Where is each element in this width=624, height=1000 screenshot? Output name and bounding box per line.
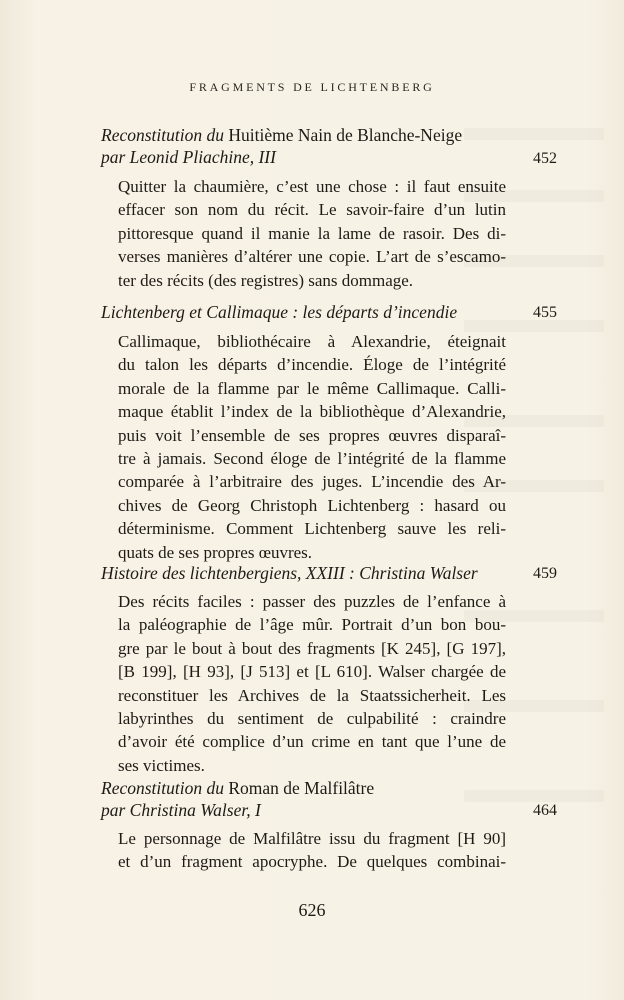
summary-line: et d’un fragment apocryphe. De quelques combinai- xyxy=(118,852,506,872)
summary-line: Le personnage de Malfilâtre issu du fragment [H 90] xyxy=(118,829,506,848)
entry-summary xyxy=(118,175,506,292)
running-head: FRAGMENTS DE LICHTENBERG xyxy=(189,80,435,94)
entry-title-italic: Histoire des lichtenbergiens, XXIII : Christina Walser xyxy=(101,563,478,583)
summary-line: Des récits faciles : passer des puzzles de l’enfance à xyxy=(118,592,506,611)
summary-line: verses manières d’altérer une copie. L’art de s’escamo- xyxy=(118,247,506,267)
summary-line: ses victimes. xyxy=(118,755,205,775)
summary-line: ter des récits (des registres) sans dommage. xyxy=(118,270,414,290)
entry-title-roman: Huitième Nain de Blanche-Neige xyxy=(223,125,463,145)
summary-line: la paléographie de l’âge mûr. Portrait d’un bon bou- xyxy=(118,615,506,635)
summary-line: pittoresque quand il manie la lame de rasoir. Des di- xyxy=(118,223,506,243)
summary-line: morale de la flamme par le même Callimaque. Calli- xyxy=(118,378,506,398)
summary-line: Callimaque, bibliothécaire à Alexandrie, éteignait xyxy=(118,332,506,351)
entry-summary xyxy=(118,330,506,564)
summary-line: [B 199], [H 93], [J 513] et [L 610]. Walser chargée de xyxy=(118,662,506,682)
entry-title xyxy=(101,562,478,584)
entry-summary xyxy=(118,590,506,777)
summary-line: reconstituer les Archives de la Staatssicherheit. Les xyxy=(118,685,506,705)
entry-title xyxy=(101,124,462,168)
entry-title xyxy=(101,777,374,821)
entry-title-roman: Roman de Malfilâtre xyxy=(223,778,375,798)
summary-line: déterminisme. Comment Lichtenberg sauve les reli- xyxy=(118,519,506,539)
entry-title-author: par Christina Walser, I xyxy=(101,800,261,820)
entry-title-italic: Reconstitution du xyxy=(101,125,224,145)
summary-line: tre à jamais. Second éloge de l’intégrité de la flamme xyxy=(118,448,506,468)
summary-line: labyrinthes du sentiment de culpabilité : craindre xyxy=(118,708,506,728)
summary-line: comparée à l’arbitraire des juges. L’incendie des Ar- xyxy=(118,472,506,492)
entry-page-number: 459 xyxy=(533,565,557,582)
summary-line: quats de ses propres œuvres. xyxy=(118,542,313,562)
summary-line: chives de Georg Christoph Lichtenberg : hasard ou xyxy=(118,495,506,515)
summary-line: d’avoir été complice d’un crime en tant que l’une de xyxy=(118,732,506,752)
summary-line: effacer son nom du récit. Le savoir-faire d’un lutin xyxy=(118,200,506,220)
entry-page-number: 464 xyxy=(533,802,557,819)
summary-line: du talon les départs d’incendie. Éloge de l’intégrité xyxy=(118,355,506,375)
entry-title xyxy=(101,301,457,323)
summary-line: gre par le bout à bout des fragments [K 245], [G 197], xyxy=(118,638,506,658)
summary-line: Quitter la chaumière, c’est une chose : il faut ensuite xyxy=(118,177,506,196)
entry-title-author: par Leonid Pliachine, III xyxy=(101,147,276,167)
summary-line: puis voit l’ensemble de ses propres œuvres disparaî- xyxy=(118,425,506,445)
page-number: 626 xyxy=(298,900,326,920)
entry-title-italic: Reconstitution du xyxy=(101,778,224,798)
entry-page-number: 455 xyxy=(533,304,557,321)
summary-line: maque établit l’index de la bibliothèque d’Alexandrie, xyxy=(118,402,506,422)
show-through-text xyxy=(464,128,604,140)
entry-summary xyxy=(118,827,506,874)
entry-page-number: 452 xyxy=(533,150,557,167)
entry-title-italic: Lichtenberg et Callimaque : les départs d’incendie xyxy=(101,302,458,322)
